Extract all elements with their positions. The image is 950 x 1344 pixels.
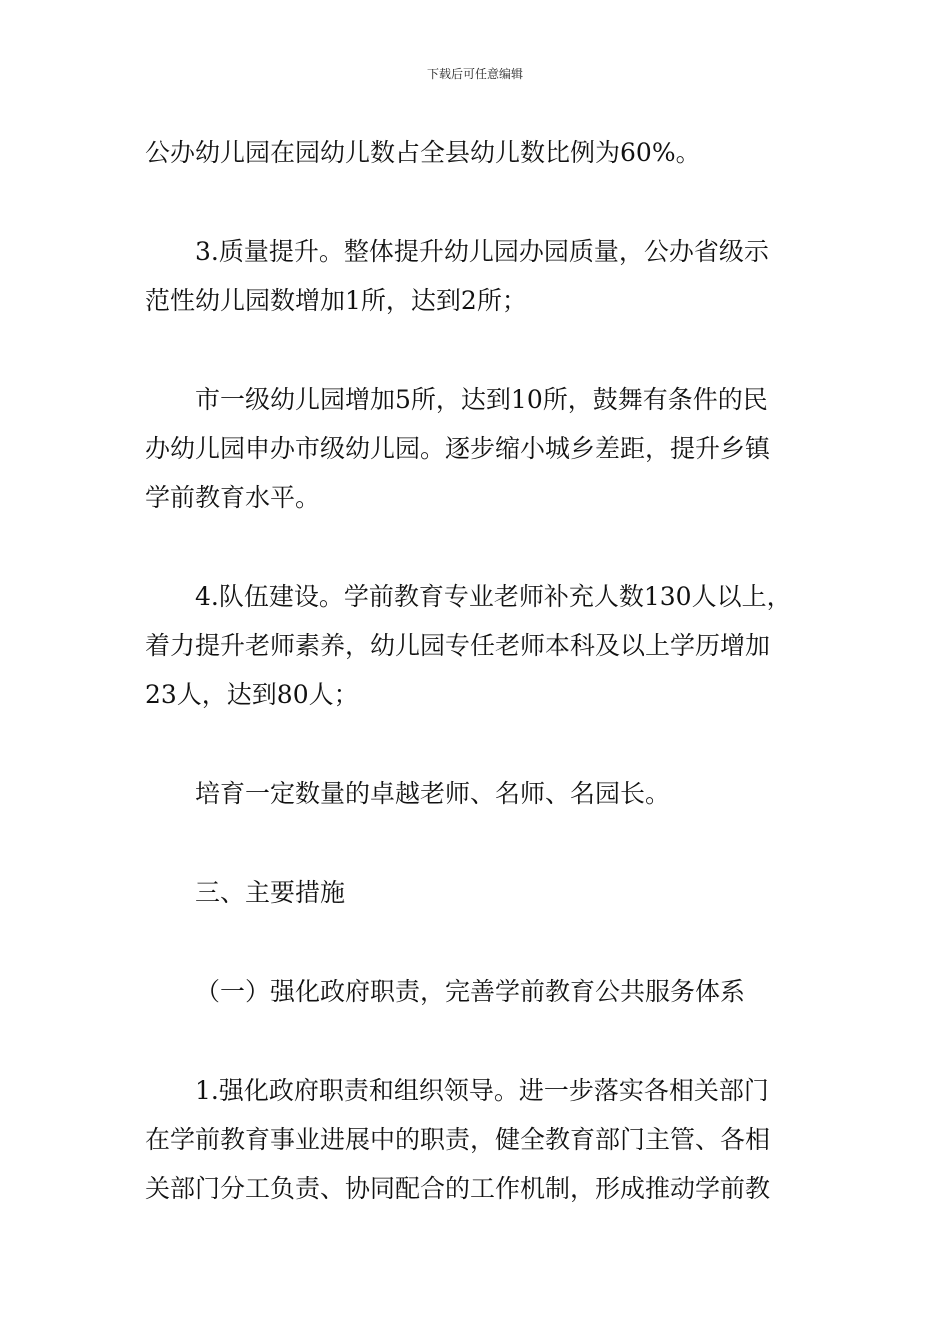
paragraph-spacer	[145, 719, 810, 769]
text-line: 学前教育水平。	[145, 483, 321, 512]
text-line: 3.质量提升。整体提升幼儿园办园质量，公办省级示	[195, 237, 769, 266]
text-line: （一）强化政府职责，完善学前教育公共服务体系	[195, 977, 746, 1006]
paragraph-quality-improvement	[145, 227, 810, 325]
text-line: 三、主要措施	[195, 878, 346, 907]
paragraph-government-leadership	[145, 1066, 810, 1213]
paragraph-spacer	[145, 177, 810, 227]
text-line: 1.强化政府职责和组织领导。进一步落实各相关部门	[195, 1076, 769, 1105]
subsection-heading-government-duties	[145, 967, 810, 1016]
text-line: 关部门分工负责、协同配合的工作机制，形成推动学前教	[145, 1174, 771, 1203]
paragraph-city-level-kindergartens	[145, 375, 810, 522]
text-line: 范性幼儿园数增加1所，达到2所；	[145, 286, 527, 315]
text-line: 办幼儿园申办市级幼儿园。逐步缩小城乡差距，提升乡镇	[145, 434, 771, 463]
text-line: 23人，达到80人；	[145, 680, 359, 709]
text-line: 市一级幼儿园增加5所，达到10所，鼓舞有条件的民	[195, 385, 768, 414]
paragraph-spacer	[145, 1016, 810, 1066]
paragraph-spacer	[145, 325, 810, 375]
section-heading-main-measures	[145, 868, 810, 917]
paragraph-spacer	[145, 917, 810, 967]
paragraph-spacer	[145, 522, 810, 572]
document-body	[145, 128, 810, 1213]
paragraph-excellent-teachers	[145, 769, 810, 818]
text-line: 培育一定数量的卓越老师、名师、名园长。	[195, 779, 671, 808]
text-line: 着力提升老师素养，幼儿园专任老师本科及以上学历增加	[145, 631, 771, 660]
page-header: 下载后可任意编辑	[426, 67, 523, 81]
text-line: 4.队伍建设。学前教育专业老师补充人数130人以上，	[195, 582, 792, 611]
paragraph-enrollment-ratio	[145, 128, 810, 177]
text-line: 在学前教育事业进展中的职责，健全教育部门主管、各相	[145, 1125, 771, 1154]
paragraph-team-building	[145, 572, 810, 719]
text-line: 公办幼儿园在园幼儿数占全县幼儿数比例为60%。	[145, 138, 701, 167]
paragraph-spacer	[145, 818, 810, 868]
